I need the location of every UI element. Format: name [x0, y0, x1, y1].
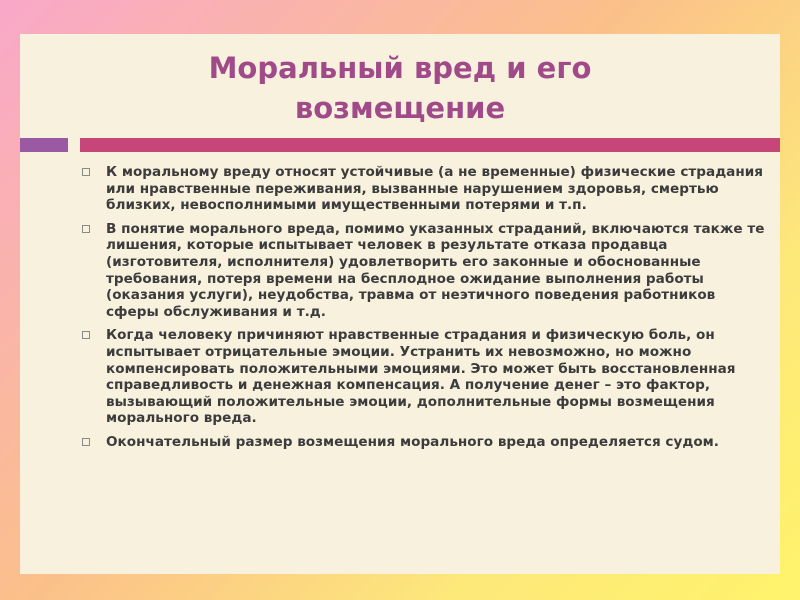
title-line-2: возмещение	[294, 91, 506, 125]
slide-title	[20, 48, 780, 128]
accent-bar-left	[20, 138, 68, 152]
bullet-item-3	[80, 327, 770, 427]
accent-bar-right	[80, 138, 780, 152]
bullet-square-icon	[82, 225, 90, 233]
bullet-square-icon	[82, 438, 90, 446]
slide	[20, 34, 780, 574]
bullet-square-icon	[82, 331, 90, 339]
bullet-item-2	[80, 221, 770, 321]
bullet-text: В понятие морального вреда, помимо указанных страданий, включаются также те лишения, которые испытывает человек в результате отказа продавца (изготовителя, исполнителя) удовлетворить его законные и обоснованные требования, потеря времени на бесплодное ожидание выполнения работы (оказания услуги), неудобства, травма от неэтичного поведения работников сферы обслуживания и т.д.	[106, 220, 765, 320]
bullet-item-1	[80, 164, 770, 214]
bullet-square-icon	[82, 168, 90, 176]
bullet-text: Окончательный размер возмещения морального вреда определяется судом.	[106, 433, 719, 450]
title-line-1: Моральный вред и его	[208, 51, 592, 85]
bullet-text: К моральному вреду относят устойчивые (а не временные) физические страдания или нравственные переживания, вызванные нарушением здоровья, смертью близких, невосполнимыми имущественными потерями и т.п.	[106, 164, 764, 214]
bullet-item-4	[80, 434, 770, 451]
bullet-list	[80, 164, 770, 458]
bullet-text: Когда человеку причиняют нравственные страдания и физическую боль, он испытывает отрицательные эмоции. Устранить их невозможно, но можно компенсировать положительными эмоциями. Это может быть восстановленная справедливость и денежная компенсация. А получение денег – это фактор, вызывающий положительные эмоции, дополнительные формы возмещения морального вреда.	[106, 327, 736, 427]
